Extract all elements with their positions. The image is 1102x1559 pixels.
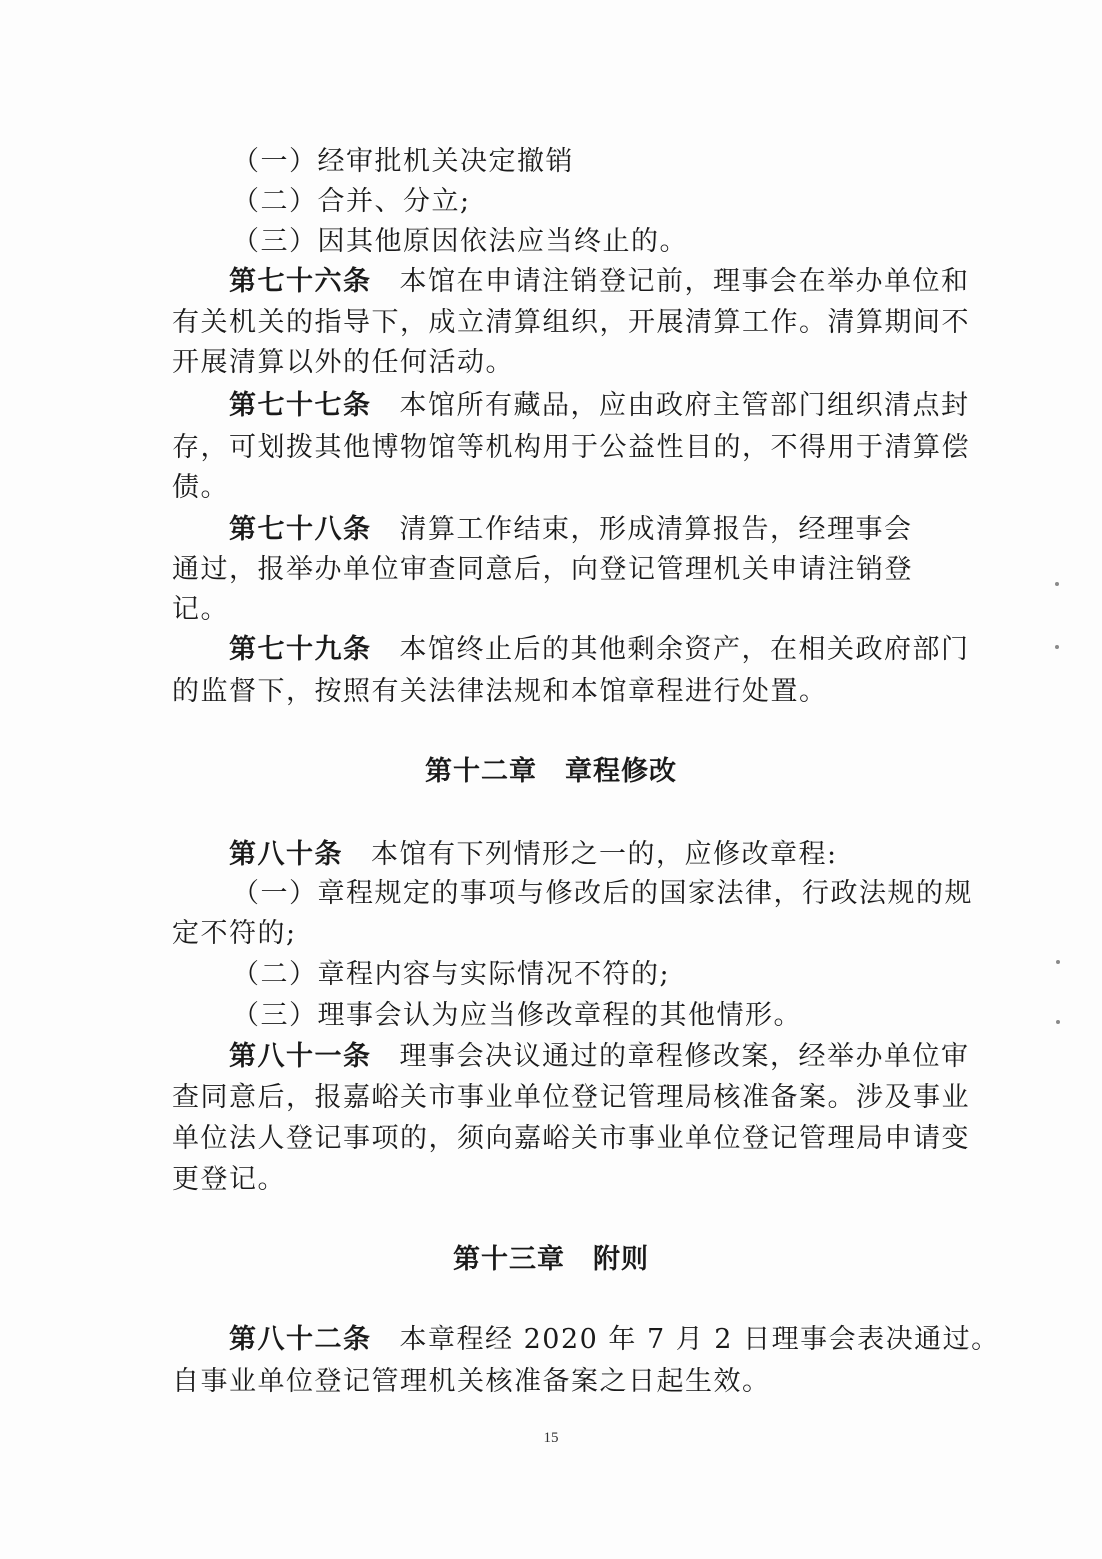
scan-speck bbox=[1056, 960, 1060, 964]
article-number: 第七十八条 bbox=[229, 514, 372, 545]
paragraph-line: 通过，报举办单位审查同意后，向登记管理机关申请注销登 bbox=[172, 554, 913, 585]
clause-line: （二）合并、分立; bbox=[232, 186, 471, 217]
paragraph-line: 有关机关的指导下，成立清算组织，开展清算工作。清算期间不 bbox=[172, 307, 970, 338]
clause-line: （一）章程规定的事项与修改后的国家法律，行政法规的规 bbox=[232, 878, 973, 909]
scan-speck bbox=[1055, 582, 1059, 586]
paragraph-line: 定不符的; bbox=[172, 918, 297, 949]
article-80: 第八十条 本馆有下列情形之一的，应修改章程: bbox=[229, 839, 838, 870]
clause-line: （三）理事会认为应当修改章程的其他情形。 bbox=[232, 1000, 802, 1031]
paragraph-line: 债。 bbox=[172, 472, 229, 503]
paragraph-line: 单位法人登记事项的，须向嘉峪关市事业单位登记管理局申请变 bbox=[172, 1123, 970, 1154]
article-number: 第八十一条 bbox=[229, 1041, 372, 1072]
chapter-heading: 第十二章 章程修改 bbox=[425, 756, 677, 787]
paragraph-line: 存，可划拨其他博物馆等机构用于公益性目的，不得用于清算偿 bbox=[172, 432, 970, 463]
page-number: 15 bbox=[543, 1430, 559, 1446]
paragraph-line: 记。 bbox=[172, 594, 229, 625]
article-number: 第七十七条 bbox=[229, 390, 372, 421]
article-78: 第七十八条 清算工作结束，形成清算报告，经理事会 bbox=[229, 514, 913, 545]
paragraph-line: 开展清算以外的任何活动。 bbox=[172, 347, 514, 378]
chapter-heading: 第十三章 附则 bbox=[453, 1244, 649, 1275]
paragraph-line: 自事业单位登记管理机关核准备案之日起生效。 bbox=[172, 1366, 771, 1397]
article-number: 第七十六条 bbox=[229, 266, 372, 297]
scan-speck bbox=[1055, 645, 1059, 649]
article-77: 第七十七条 本馆所有藏品，应由政府主管部门组织清点封 bbox=[229, 390, 970, 421]
paragraph-line: 的监督下，按照有关法律法规和本馆章程进行处置。 bbox=[172, 676, 828, 707]
scan-speck bbox=[1056, 1020, 1060, 1024]
article-82: 第八十二条 本章程经 2020 年 7 月 2 日理事会表决通过。 bbox=[229, 1324, 1000, 1355]
paragraph-line: 更登记。 bbox=[172, 1164, 286, 1195]
article-number: 第七十九条 bbox=[229, 634, 372, 665]
article-79: 第七十九条 本馆终止后的其他剩余资产，在相关政府部门 bbox=[229, 634, 970, 665]
article-number: 第八十二条 bbox=[229, 1324, 372, 1355]
paragraph-line: 查同意后，报嘉峪关市事业单位登记管理局核准备案。涉及事业 bbox=[172, 1082, 970, 1113]
clause-line: （一）经审批机关决定撤销 bbox=[232, 146, 574, 177]
clause-line: （二）章程内容与实际情况不符的; bbox=[232, 959, 671, 990]
clause-line: （三）因其他原因依法应当终止的。 bbox=[232, 226, 688, 257]
article-76: 第七十六条 本馆在申请注销登记前，理事会在举办单位和 bbox=[229, 266, 970, 297]
article-81: 第八十一条 理事会决议通过的章程修改案，经举办单位审 bbox=[229, 1041, 970, 1072]
article-number: 第八十条 bbox=[229, 839, 343, 870]
